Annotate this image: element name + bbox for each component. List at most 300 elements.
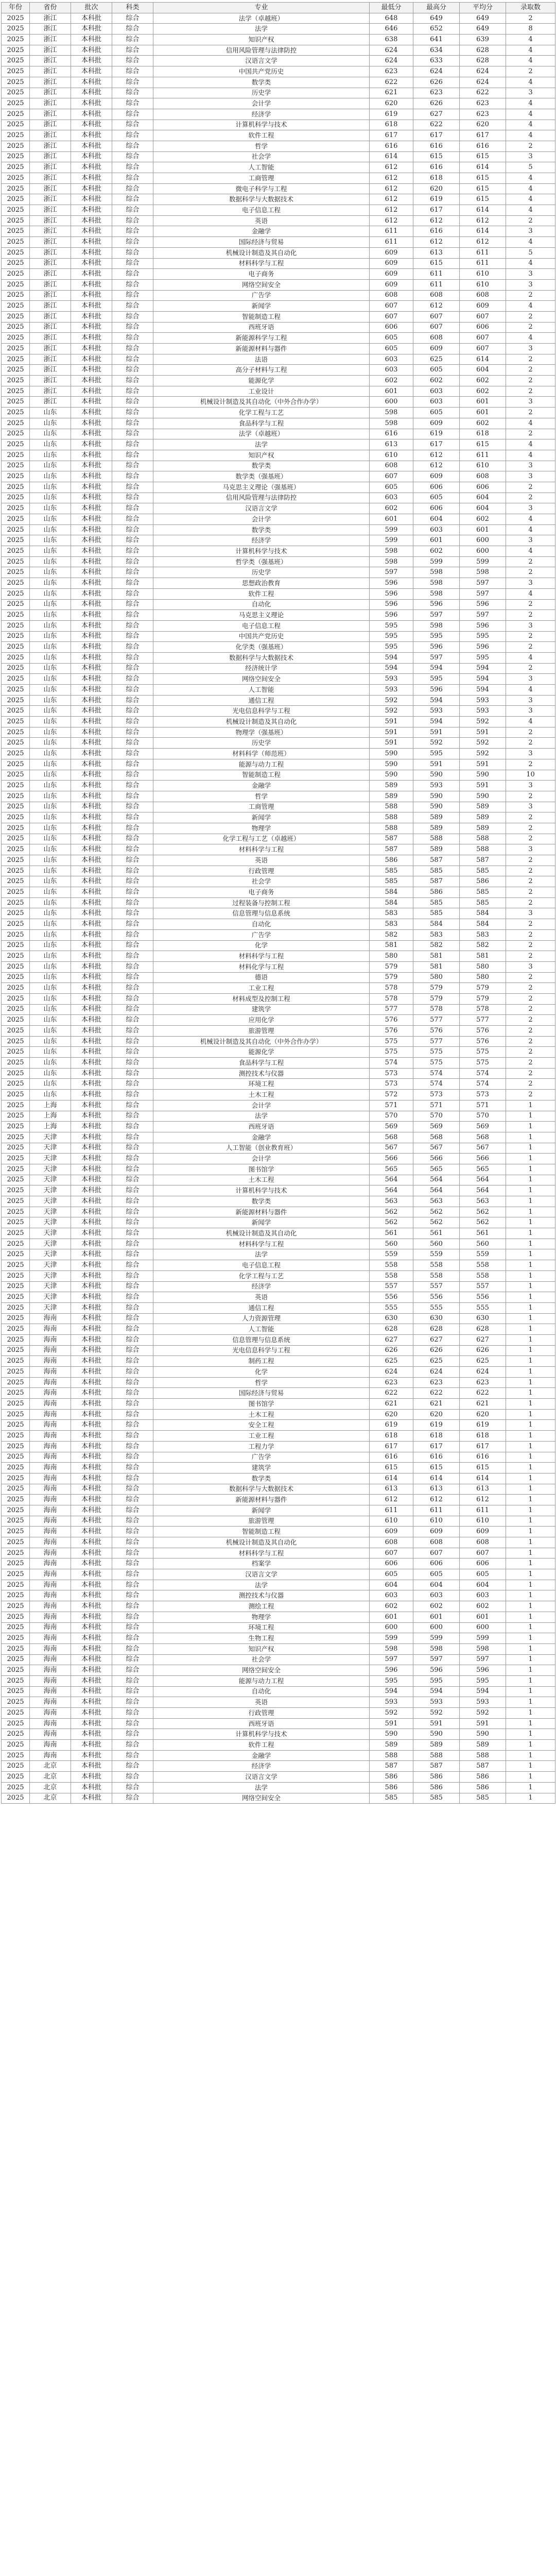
cell-category: 综合: [112, 610, 153, 621]
cell-province: 浙江: [30, 13, 71, 24]
cell-major: 西班牙语: [153, 1718, 370, 1729]
table-row: [2, 514, 555, 525]
table-row: [2, 344, 555, 354]
cell-batch: 本科批: [71, 173, 112, 184]
cell-min-score: 611: [370, 226, 413, 237]
cell-year: 2025: [2, 546, 30, 557]
cell-category: 综合: [112, 1675, 153, 1686]
cell-batch: 本科批: [71, 1505, 112, 1516]
cell-max-score: 626: [413, 77, 460, 88]
cell-major: 英语: [153, 215, 370, 226]
cell-batch: 本科批: [71, 1164, 112, 1175]
cell-admitted-count: 4: [506, 77, 555, 88]
cell-admitted-count: 1: [506, 1452, 555, 1463]
cell-max-score: 589: [413, 1740, 460, 1751]
cell-max-score: 602: [413, 376, 460, 386]
cell-major: 图书馆学: [153, 1164, 370, 1175]
cell-admitted-count: 1: [506, 1654, 555, 1665]
table-row: [2, 162, 555, 173]
cell-year: 2025: [2, 1324, 30, 1335]
cell-batch: 本科批: [71, 205, 112, 216]
cell-max-score: 616: [413, 1452, 460, 1463]
cell-batch: 本科批: [71, 1654, 112, 1665]
cell-major: 数学类: [153, 461, 370, 471]
cell-max-score: 613: [413, 247, 460, 258]
cell-batch: 本科批: [71, 503, 112, 514]
cell-category: 综合: [112, 897, 153, 908]
cell-batch: 本科批: [71, 386, 112, 397]
cell-min-score: 570: [370, 1111, 413, 1122]
cell-province: 海南: [30, 1612, 71, 1622]
cell-avg-score: 598: [460, 567, 506, 578]
cell-major: 能源化学: [153, 1047, 370, 1058]
cell-avg-score: 608: [460, 290, 506, 301]
column-header-major: 专业: [153, 3, 370, 13]
cell-min-score: 602: [370, 376, 413, 386]
cell-min-score: 619: [370, 109, 413, 120]
cell-min-score: 602: [370, 503, 413, 514]
cell-max-score: 562: [413, 1217, 460, 1228]
cell-avg-score: 589: [460, 802, 506, 812]
cell-max-score: 574: [413, 1079, 460, 1090]
cell-admitted-count: 2: [506, 1026, 555, 1037]
cell-province: 浙江: [30, 45, 71, 56]
cell-year: 2025: [2, 1100, 30, 1111]
cell-min-score: 597: [370, 1654, 413, 1665]
cell-admitted-count: 4: [506, 418, 555, 429]
cell-year: 2025: [2, 1441, 30, 1452]
cell-major: 金融学: [153, 1750, 370, 1761]
table-row: [2, 1601, 555, 1612]
cell-year: 2025: [2, 599, 30, 610]
cell-province: 浙江: [30, 386, 71, 397]
cell-major: 信息管理与信息系统: [153, 1334, 370, 1345]
cell-province: 山东: [30, 897, 71, 908]
cell-max-score: 611: [413, 1505, 460, 1516]
cell-min-score: 616: [370, 429, 413, 439]
cell-category: 综合: [112, 24, 153, 35]
cell-min-score: 594: [370, 1686, 413, 1697]
cell-year: 2025: [2, 972, 30, 983]
cell-min-score: 620: [370, 98, 413, 109]
cell-batch: 本科批: [71, 1239, 112, 1249]
table-row: [2, 908, 555, 919]
cell-category: 综合: [112, 1302, 153, 1313]
cell-major: 化学类（强基班）: [153, 642, 370, 653]
cell-min-score: 593: [370, 1697, 413, 1708]
cell-min-score: 563: [370, 1196, 413, 1207]
cell-major: 哲学: [153, 1377, 370, 1388]
cell-batch: 本科批: [71, 546, 112, 557]
cell-batch: 本科批: [71, 1356, 112, 1367]
cell-max-score: 565: [413, 1164, 460, 1175]
cell-category: 综合: [112, 88, 153, 98]
table-row: [2, 663, 555, 674]
cell-province: 上海: [30, 1100, 71, 1111]
cell-avg-score: 624: [460, 66, 506, 77]
cell-admitted-count: 2: [506, 834, 555, 844]
table-row: [2, 855, 555, 866]
cell-province: 上海: [30, 1111, 71, 1122]
cell-max-score: 587: [413, 855, 460, 866]
cell-admitted-count: 1: [506, 1111, 555, 1122]
cell-year: 2025: [2, 1484, 30, 1495]
cell-avg-score: 569: [460, 1122, 506, 1132]
cell-category: 综合: [112, 1601, 153, 1612]
cell-min-score: 594: [370, 663, 413, 674]
cell-max-score: 593: [413, 706, 460, 717]
cell-admitted-count: 2: [506, 493, 555, 503]
cell-admitted-count: 1: [506, 1558, 555, 1569]
cell-batch: 本科批: [71, 183, 112, 194]
table-row: [2, 1345, 555, 1356]
cell-admitted-count: 1: [506, 1495, 555, 1505]
cell-category: 综合: [112, 812, 153, 823]
cell-admitted-count: 2: [506, 993, 555, 1004]
cell-province: 山东: [30, 599, 71, 610]
cell-batch: 本科批: [71, 897, 112, 908]
cell-major: 物理学: [153, 1612, 370, 1622]
cell-avg-score: 610: [460, 461, 506, 471]
cell-avg-score: 575: [460, 1058, 506, 1069]
table-row: [2, 311, 555, 322]
cell-avg-score: 594: [460, 663, 506, 674]
table-row: [2, 450, 555, 461]
cell-avg-score: 605: [460, 1569, 506, 1580]
cell-min-score: 596: [370, 588, 413, 599]
cell-year: 2025: [2, 620, 30, 631]
cell-admitted-count: 1: [506, 1143, 555, 1154]
cell-category: 综合: [112, 1334, 153, 1345]
cell-batch: 本科批: [71, 1132, 112, 1143]
cell-max-score: 555: [413, 1302, 460, 1313]
cell-year: 2025: [2, 1729, 30, 1740]
cell-category: 综合: [112, 1143, 153, 1154]
cell-batch: 本科批: [71, 1036, 112, 1047]
cell-avg-score: 625: [460, 1356, 506, 1367]
table-row: [2, 1111, 555, 1122]
cell-min-score: 611: [370, 237, 413, 248]
cell-batch: 本科批: [71, 749, 112, 759]
cell-min-score: 585: [370, 876, 413, 887]
table-row: [2, 1473, 555, 1484]
table-row: [2, 471, 555, 482]
cell-category: 综合: [112, 717, 153, 727]
cell-category: 综合: [112, 503, 153, 514]
table-row: [2, 631, 555, 642]
cell-major: 汉语言文学: [153, 1569, 370, 1580]
cell-major: 汉语言文学: [153, 503, 370, 514]
cell-year: 2025: [2, 1793, 30, 1804]
cell-admitted-count: 1: [506, 1782, 555, 1793]
cell-major: 思想政治教育: [153, 578, 370, 589]
cell-province: 山东: [30, 631, 71, 642]
cell-year: 2025: [2, 56, 30, 66]
cell-min-score: 601: [370, 514, 413, 525]
table-row: [2, 493, 555, 503]
cell-admitted-count: 1: [506, 1217, 555, 1228]
cell-admitted-count: 4: [506, 685, 555, 696]
cell-max-score: 625: [413, 354, 460, 365]
cell-province: 天津: [30, 1270, 71, 1281]
cell-year: 2025: [2, 1377, 30, 1388]
cell-province: 海南: [30, 1505, 71, 1516]
cell-min-score: 584: [370, 897, 413, 908]
cell-category: 综合: [112, 738, 153, 749]
table-row: [2, 567, 555, 578]
table-row: [2, 173, 555, 184]
cell-year: 2025: [2, 1643, 30, 1654]
cell-max-score: 619: [413, 194, 460, 205]
cell-year: 2025: [2, 301, 30, 312]
cell-max-score: 598: [413, 1643, 460, 1654]
cell-avg-score: 590: [460, 770, 506, 781]
cell-avg-score: 566: [460, 1154, 506, 1164]
cell-batch: 本科批: [71, 408, 112, 418]
cell-province: 海南: [30, 1409, 71, 1420]
cell-min-score: 612: [370, 194, 413, 205]
cell-min-score: 606: [370, 1558, 413, 1569]
cell-province: 山东: [30, 866, 71, 876]
cell-batch: 本科批: [71, 961, 112, 972]
cell-year: 2025: [2, 162, 30, 173]
table-row: [2, 56, 555, 66]
cell-avg-score: 600: [460, 1622, 506, 1633]
cell-year: 2025: [2, 674, 30, 685]
cell-avg-score: 620: [460, 120, 506, 130]
cell-year: 2025: [2, 1249, 30, 1260]
cell-category: 综合: [112, 1324, 153, 1335]
cell-category: 综合: [112, 279, 153, 290]
cell-category: 综合: [112, 1686, 153, 1697]
cell-province: 海南: [30, 1580, 71, 1590]
cell-admitted-count: 2: [506, 1090, 555, 1100]
cell-province: 海南: [30, 1665, 71, 1676]
cell-admitted-count: 1: [506, 1473, 555, 1484]
cell-admitted-count: 2: [506, 897, 555, 908]
cell-min-score: 607: [370, 311, 413, 322]
cell-max-score: 573: [413, 1090, 460, 1100]
cell-major: 软件工程: [153, 1740, 370, 1751]
cell-year: 2025: [2, 1143, 30, 1154]
cell-max-score: 592: [413, 1708, 460, 1719]
cell-category: 综合: [112, 151, 153, 162]
cell-max-score: 566: [413, 1154, 460, 1164]
cell-batch: 本科批: [71, 1750, 112, 1761]
table-row: [2, 812, 555, 823]
cell-category: 综合: [112, 205, 153, 216]
cell-admitted-count: 2: [506, 727, 555, 738]
cell-avg-score: 621: [460, 1399, 506, 1410]
cell-min-score: 567: [370, 1143, 413, 1154]
cell-min-score: 603: [370, 493, 413, 503]
cell-admitted-count: 1: [506, 1281, 555, 1292]
cell-province: 山东: [30, 546, 71, 557]
cell-min-score: 568: [370, 1132, 413, 1143]
cell-batch: 本科批: [71, 1569, 112, 1580]
cell-max-score: 598: [413, 588, 460, 599]
cell-min-score: 618: [370, 1431, 413, 1442]
cell-category: 综合: [112, 578, 153, 589]
cell-avg-score: 589: [460, 823, 506, 834]
cell-avg-score: 596: [460, 642, 506, 653]
cell-province: 浙江: [30, 24, 71, 35]
cell-max-score: 605: [413, 1569, 460, 1580]
cell-max-score: 618: [413, 1431, 460, 1442]
cell-batch: 本科批: [71, 247, 112, 258]
cell-province: 海南: [30, 1718, 71, 1729]
cell-avg-score: 586: [460, 1782, 506, 1793]
cell-category: 综合: [112, 1740, 153, 1751]
cell-max-score: 594: [413, 717, 460, 727]
cell-min-score: 601: [370, 386, 413, 397]
cell-admitted-count: 4: [506, 98, 555, 109]
cell-batch: 本科批: [71, 13, 112, 24]
cell-year: 2025: [2, 770, 30, 781]
cell-year: 2025: [2, 45, 30, 56]
cell-major: 马克思主义理论: [153, 610, 370, 621]
cell-admitted-count: 2: [506, 663, 555, 674]
cell-batch: 本科批: [71, 1729, 112, 1740]
cell-min-score: 558: [370, 1260, 413, 1271]
table-row: [2, 1015, 555, 1026]
cell-major: 法学: [153, 1111, 370, 1122]
cell-year: 2025: [2, 1718, 30, 1729]
cell-avg-score: 556: [460, 1292, 506, 1303]
cell-avg-score: 615: [460, 173, 506, 184]
cell-max-score: 575: [413, 1058, 460, 1069]
cell-batch: 本科批: [71, 1548, 112, 1558]
table-row: [2, 556, 555, 567]
cell-province: 山东: [30, 812, 71, 823]
cell-province: 山东: [30, 695, 71, 706]
cell-major: 行政管理: [153, 866, 370, 876]
cell-min-score: 560: [370, 1239, 413, 1249]
cell-year: 2025: [2, 397, 30, 408]
cell-avg-score: 617: [460, 1441, 506, 1452]
table-row: [2, 866, 555, 876]
cell-avg-score: 602: [460, 386, 506, 397]
cell-min-score: 622: [370, 1388, 413, 1399]
cell-batch: 本科批: [71, 482, 112, 493]
cell-year: 2025: [2, 1292, 30, 1303]
cell-max-score: 607: [413, 311, 460, 322]
table-header: [2, 3, 555, 13]
cell-max-score: 568: [413, 1132, 460, 1143]
cell-admitted-count: 1: [506, 1463, 555, 1473]
cell-major: 化学: [153, 1367, 370, 1378]
cell-batch: 本科批: [71, 1111, 112, 1122]
cell-year: 2025: [2, 1601, 30, 1612]
cell-province: 山东: [30, 834, 71, 844]
table-row: [2, 1122, 555, 1132]
cell-admitted-count: 1: [506, 1622, 555, 1633]
cell-province: 山东: [30, 706, 71, 717]
cell-avg-score: 579: [460, 993, 506, 1004]
cell-admitted-count: 3: [506, 279, 555, 290]
cell-max-score: 606: [413, 503, 460, 514]
table-row: [2, 386, 555, 397]
cell-major: 数学类（强基班）: [153, 471, 370, 482]
cell-batch: 本科批: [71, 706, 112, 717]
cell-min-score: 623: [370, 66, 413, 77]
cell-batch: 本科批: [71, 109, 112, 120]
cell-category: 综合: [112, 429, 153, 439]
cell-avg-score: 607: [460, 333, 506, 344]
cell-batch: 本科批: [71, 567, 112, 578]
cell-category: 综合: [112, 1537, 153, 1548]
cell-major: 信息管理与信息系统: [153, 908, 370, 919]
cell-year: 2025: [2, 578, 30, 589]
cell-admitted-count: 1: [506, 1132, 555, 1143]
cell-category: 综合: [112, 141, 153, 151]
cell-province: 浙江: [30, 66, 71, 77]
cell-min-score: 615: [370, 1463, 413, 1473]
cell-category: 综合: [112, 482, 153, 493]
cell-max-score: 608: [413, 290, 460, 301]
cell-year: 2025: [2, 109, 30, 120]
cell-major: 会计学: [153, 514, 370, 525]
cell-major: 智能制造工程: [153, 311, 370, 322]
cell-admitted-count: 1: [506, 1708, 555, 1719]
cell-major: 新闻学: [153, 301, 370, 312]
cell-province: 天津: [30, 1217, 71, 1228]
cell-category: 综合: [112, 588, 153, 599]
table-row: [2, 1207, 555, 1217]
cell-province: 天津: [30, 1185, 71, 1196]
table-row: [2, 226, 555, 237]
cell-batch: 本科批: [71, 1260, 112, 1271]
cell-max-score: 584: [413, 919, 460, 930]
cell-major: 数学类: [153, 524, 370, 535]
cell-batch: 本科批: [71, 812, 112, 823]
cell-category: 综合: [112, 1431, 153, 1442]
cell-avg-score: 611: [460, 247, 506, 258]
table-row: [2, 578, 555, 589]
cell-admitted-count: 1: [506, 1665, 555, 1676]
cell-major: 金融学: [153, 781, 370, 791]
table-row: [2, 972, 555, 983]
cell-batch: 本科批: [71, 98, 112, 109]
table-row: [2, 1249, 555, 1260]
cell-avg-score: 591: [460, 727, 506, 738]
cell-max-score: 630: [413, 1313, 460, 1324]
cell-province: 浙江: [30, 130, 71, 141]
cell-min-score: 578: [370, 983, 413, 994]
cell-avg-score: 624: [460, 77, 506, 88]
cell-admitted-count: 3: [506, 471, 555, 482]
cell-province: 山东: [30, 588, 71, 599]
cell-max-score: 593: [413, 781, 460, 791]
cell-min-score: 605: [370, 344, 413, 354]
cell-batch: 本科批: [71, 1047, 112, 1058]
cell-major: 法学: [153, 1249, 370, 1260]
cell-category: 综合: [112, 876, 153, 887]
cell-min-score: 579: [370, 961, 413, 972]
cell-year: 2025: [2, 322, 30, 333]
cell-max-score: 641: [413, 35, 460, 45]
cell-batch: 本科批: [71, 35, 112, 45]
cell-avg-score: 649: [460, 13, 506, 24]
table-row: [2, 1590, 555, 1601]
cell-admitted-count: 2: [506, 66, 555, 77]
cell-province: 山东: [30, 919, 71, 930]
cell-max-score: 592: [413, 738, 460, 749]
cell-admitted-count: 5: [506, 162, 555, 173]
cell-admitted-count: 1: [506, 1537, 555, 1548]
cell-category: 综合: [112, 887, 153, 898]
cell-max-score: 590: [413, 770, 460, 781]
